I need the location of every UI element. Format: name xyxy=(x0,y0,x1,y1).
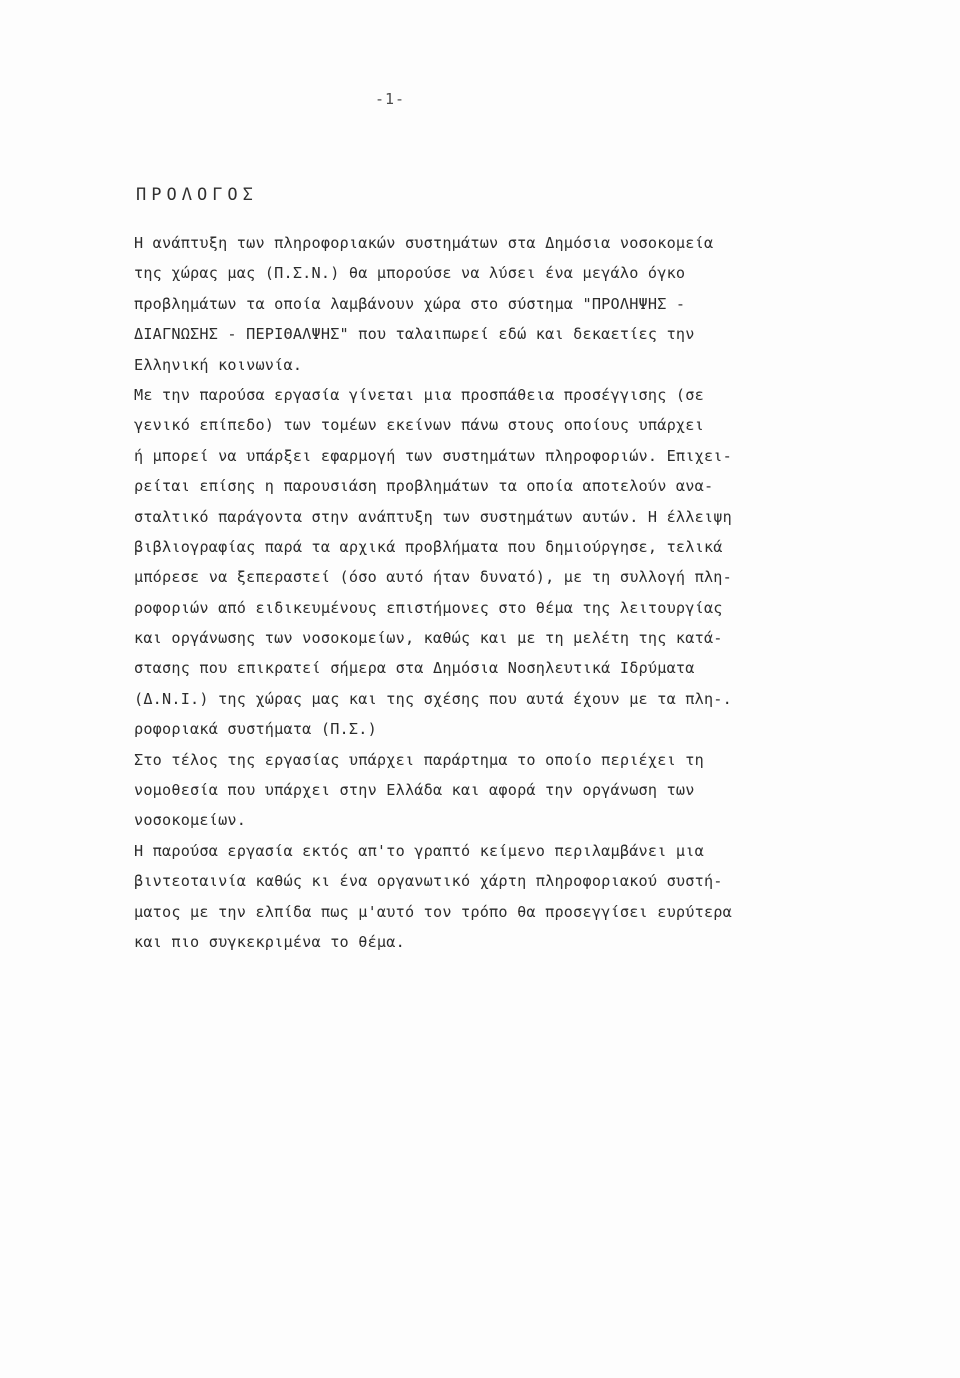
text-line: ΔΙΑΓΝΩΣΗΣ - ΠΕΡΙΘΑΛΨΗΣ" που ταλαιπωρεί εδώ και δεκαετίες την xyxy=(134,325,695,344)
text-line: ή μπορεί να υπάρξει εφαρμογή των συστημάτων πληροφοριών. Επιχει- xyxy=(134,446,732,465)
text-line: της χώρας μας (Π.Σ.Ν.) θα μπορούσε να λύσει ένα μεγάλο όγκο xyxy=(134,264,686,283)
paragraph xyxy=(134,836,794,958)
text-line: ροφοριών από ειδικευμένους επιστήμονες στο θέμα της λειτουργίας xyxy=(134,598,723,617)
paragraph xyxy=(134,380,794,745)
text-line: βιντεοταινία καθώς κι ένα οργανωτικό χάρτη πληροφοριακού συστή- xyxy=(134,872,723,891)
text-line: και πιο συγκεκριμένα το θέμα. xyxy=(134,932,405,951)
text-line: και οργάνωσης των νοσοκομείων, καθώς και με τη μελέτη της κατά- xyxy=(134,629,723,648)
text-line: Στο τέλος της εργασίας υπάρχει παράρτημα το οποίο περιέχει τη xyxy=(134,750,704,769)
text-line: βιβλιογραφίας παρά τα αρχικά προβλήματα που δημιούργησε, τελικά xyxy=(134,537,723,556)
text-line: ρείται επίσης η παρουσιάση προβλημάτων τα οποία αποτελούν ανα- xyxy=(134,477,714,496)
text-line: νοσοκομείων. xyxy=(134,811,247,830)
body-text xyxy=(134,228,794,957)
text-line: προβλημάτων τα οποία λαμβάνουν χώρα στο σύστημα "ΠΡΟΛΗΨΗΣ - xyxy=(134,294,686,313)
text-line: νομοθεσία που υπάρχει στην Ελλάδα και αφορά την οργάνωση των xyxy=(134,781,695,800)
paragraph xyxy=(134,745,794,836)
page-number: -1- xyxy=(374,90,406,108)
paragraph xyxy=(134,228,794,380)
text-line: Η ανάπτυξη των πληροφοριακών συστημάτων στα Δημόσια νοσοκομεία xyxy=(134,234,714,252)
text-line: σταλτικό παράγοντα στην ανάπτυξη των συστημάτων αυτών. Η έλλειψη xyxy=(134,507,732,526)
text-line: Με την παρούσα εργασία γίνεται μια προσπάθεια προσέγγισης (σε xyxy=(134,385,704,404)
text-line: (Δ.Ν.Ι.) της χώρας μας και της σχέσης που αυτά έχουν με τα πλη-. xyxy=(134,689,732,708)
text-line: μπόρεσε να ξεπεραστεί (όσο αυτό ήταν δυνατό), με τη συλλογή πλη- xyxy=(134,568,732,587)
text-line: Η παρούσα εργασία εκτός απ'το γραπτό κείμενο περιλαμβάνει μια xyxy=(134,841,704,860)
text-line: στασης που επικρατεί σήμερα στα Δημόσια Νοσηλευτικά Ιδρύματα xyxy=(134,659,695,678)
text-line: ροφοριακά συστήματα (Π.Σ.) xyxy=(134,720,377,739)
text-line: ματος με την ελπίδα πως μ'αυτό τον τρόπο θα προσεγγίσει ευρύτερα xyxy=(134,902,732,921)
text-line: γενικό επίπεδο) των τομέων εκείνων πάνω στους οποίους υπάρχει xyxy=(134,416,704,435)
text-line: Ελληνική κοινωνία. xyxy=(134,355,303,374)
section-heading: ΠΡΟΛΟΓΟΣ xyxy=(136,185,258,205)
